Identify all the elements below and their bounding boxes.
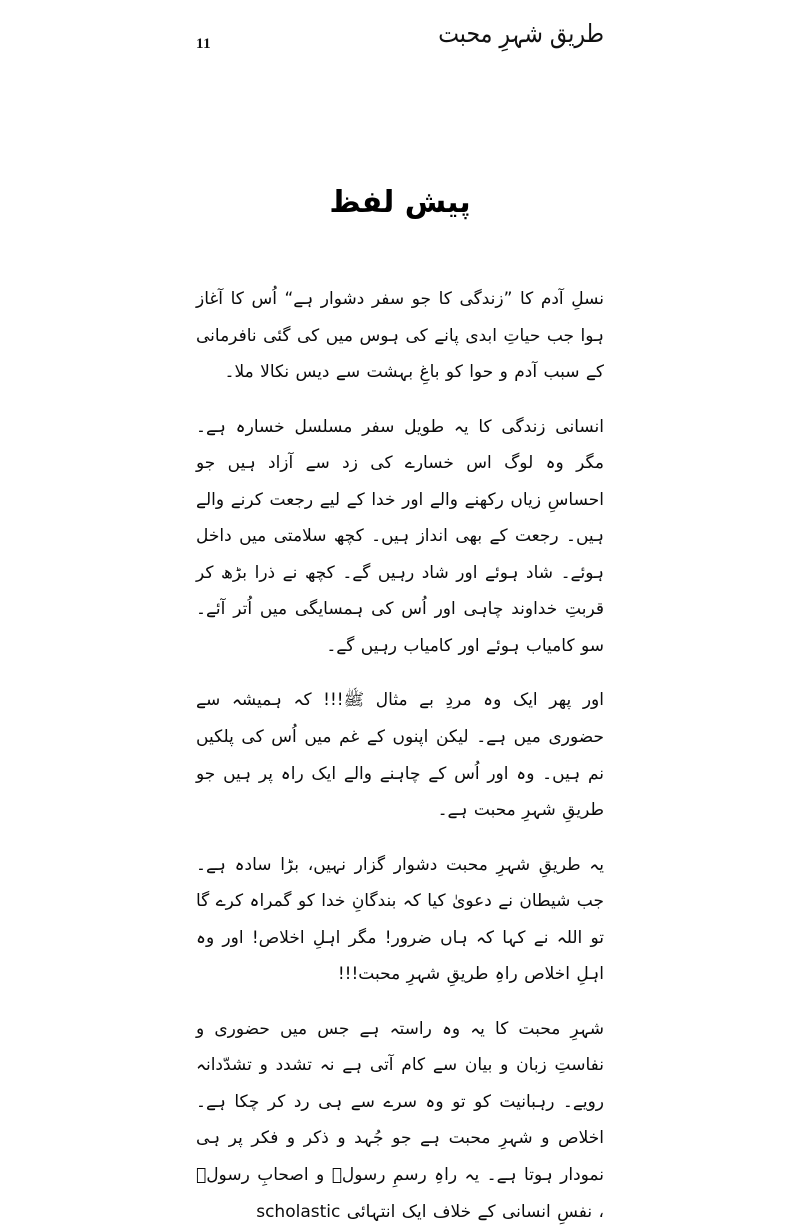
page-header: [0, 12, 800, 58]
page-content: [196, 180, 604, 1230]
body-paragraph: شہرِ محبت کا یہ وہ راستہ ہے جس میں حضوری و نفاستِ زبان و بیان سے کام آتی ہے نہ تشدد و تشدّدانہ رویے۔ رہبانیت کو تو وہ سرے سے ہی رد کر چکا ہے۔ اخلاص و شہرِ محبت ہے جو جُہد و ذکر و فکر پر ہی نمودار ہوتا ہے۔ یہ راہِ رسمِ رسولؐ و اصحابِ رسولؐ ، نفسِ انسانی کے خلاف ایک انتہائی scholastic: [196, 1018, 604, 1222]
chapter-title: پیش لفظ: [329, 185, 471, 220]
running-title: طریق شہرِ محبت: [438, 20, 604, 49]
body-paragraph: یہ طریقِ شہرِ محبت دشوار گزار نہیں، بڑا سادہ ہے۔ جب شیطان نے دعویٰ کیا کہ بندگانِ خدا کو گمراہ کرے گا تو اللہ نے کہا کہ ہاں ضرور! مگر اہلِ اخلاص! اور وہ اہلِ اخلاص راہِ طریقِ شہرِ محبت!!!: [196, 854, 604, 985]
body-paragraph: نسلِ آدم کا ”زندگی کا جو سفر دشوار ہے“ اُس کا آغاز ہوا جب حیاتِ ابدی پانے کی ہوس میں کی گئی نافرمانی کے سبب آدم و حوا کو باغِ بہشت سے دیس نکالا ملا۔: [196, 289, 604, 383]
body-paragraph: انسانی زندگی کا یہ طویل سفر مسلسل خسارہ ہے۔ مگر وہ لوگ اس خسارے کی زد سے آزاد ہیں جو احساسِ زیاں رکھنے والے اور خدا کے لیے رجعت کرنے والے ہیں۔ رجعت کے بھی انداز ہیں۔ کچھ سلامتی میں داخل ہوئے۔ شاد ہوئے اور شاد رہیں گے۔ کچھ نے ذرا بڑھ کر قربتِ خداوند چاہی اور اُس کی ہمسایگی میں اُتر آئے۔ سو کامیاب ہوئے اور کامیاب رہیں گے۔: [196, 416, 604, 656]
body-paragraph: اور پھر ایک وہ مردِ بے مثال ﷺ!!! کہ ہمیشہ سے حضوری میں ہے۔ لیکن اپنوں کے غم میں اُس کی پلکیں نم ہیں۔ وہ اور اُس کے چاہنے والے ایک راہ پر ہیں جو طریقِ شہرِ محبت ہے۔: [196, 690, 604, 821]
page-number: 11: [196, 36, 212, 52]
